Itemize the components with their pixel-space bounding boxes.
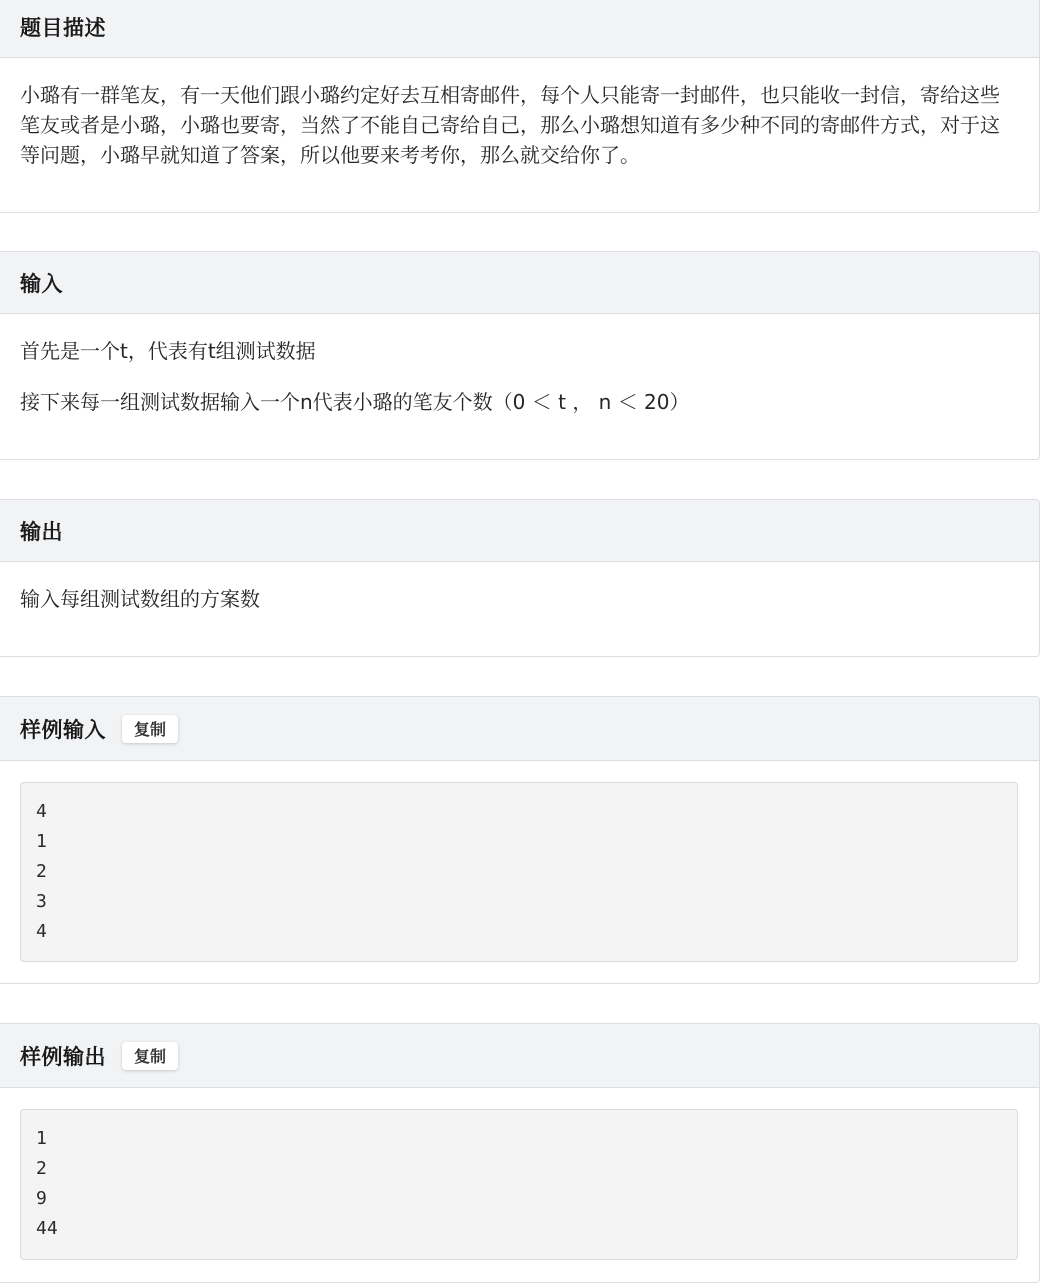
input-title: 输入 xyxy=(20,271,63,296)
sample-input-line: 1 xyxy=(36,831,47,852)
output-body xyxy=(0,562,1039,634)
sample-input-header xyxy=(0,697,1039,761)
sample-input-line: 3 xyxy=(36,891,47,912)
description-text: 小璐有一群笔友，有一天他们跟小璐约定好去互相寄邮件，每个人只能寄一封邮件，也只能收一封信，寄给这些笔友或者是小璐，小璐也要寄，当然了不能自己寄给自己，那么小璐想知道有多少种不同的寄邮件方式，对于这等问题，小璐早就知道了答案，所以他要来考考你，那么就交给你了。 xyxy=(20,83,1000,167)
input-section xyxy=(0,251,1040,460)
sample-output-line: 2 xyxy=(36,1158,47,1179)
sample-output-line: 9 xyxy=(36,1188,47,1209)
sample-input-line: 4 xyxy=(36,921,47,942)
copy-sample-input-button[interactable]: 复制 xyxy=(122,715,178,743)
sample-output-header xyxy=(0,1024,1039,1088)
sample-output-line: 1 xyxy=(36,1128,47,1149)
description-title: 题目描述 xyxy=(20,15,106,40)
sample-input-line: 2 xyxy=(36,861,47,882)
input-text-2: 接下来每一组测试数据输入一个n代表小璐的笔友个数（0 ＜ t ， n ＜ 20） xyxy=(20,390,690,414)
input-header xyxy=(0,252,1039,314)
output-text: 输入每组测试数组的方案数 xyxy=(20,587,260,611)
output-title: 输出 xyxy=(20,519,63,544)
sample-output-section xyxy=(0,1023,1040,1283)
output-section xyxy=(0,499,1040,657)
description-section xyxy=(0,0,1040,213)
sample-output-title: 样例输出 xyxy=(20,1044,106,1069)
sample-output-code xyxy=(20,1109,1018,1260)
input-text-1: 首先是一个t，代表有t组测试数据 xyxy=(20,339,316,363)
sample-input-code xyxy=(20,782,1018,962)
sample-input-body xyxy=(0,761,1039,983)
sample-input-title: 样例输入 xyxy=(20,717,106,742)
sample-input-section xyxy=(0,696,1040,984)
sample-input-line: 4 xyxy=(36,801,47,822)
sample-output-line: 44 xyxy=(36,1218,58,1239)
sample-output-body xyxy=(0,1088,1039,1281)
description-body xyxy=(0,58,1039,190)
copy-sample-output-button[interactable]: 复制 xyxy=(122,1042,178,1070)
description-header xyxy=(0,0,1039,58)
input-body xyxy=(0,314,1039,437)
output-header xyxy=(0,500,1039,562)
